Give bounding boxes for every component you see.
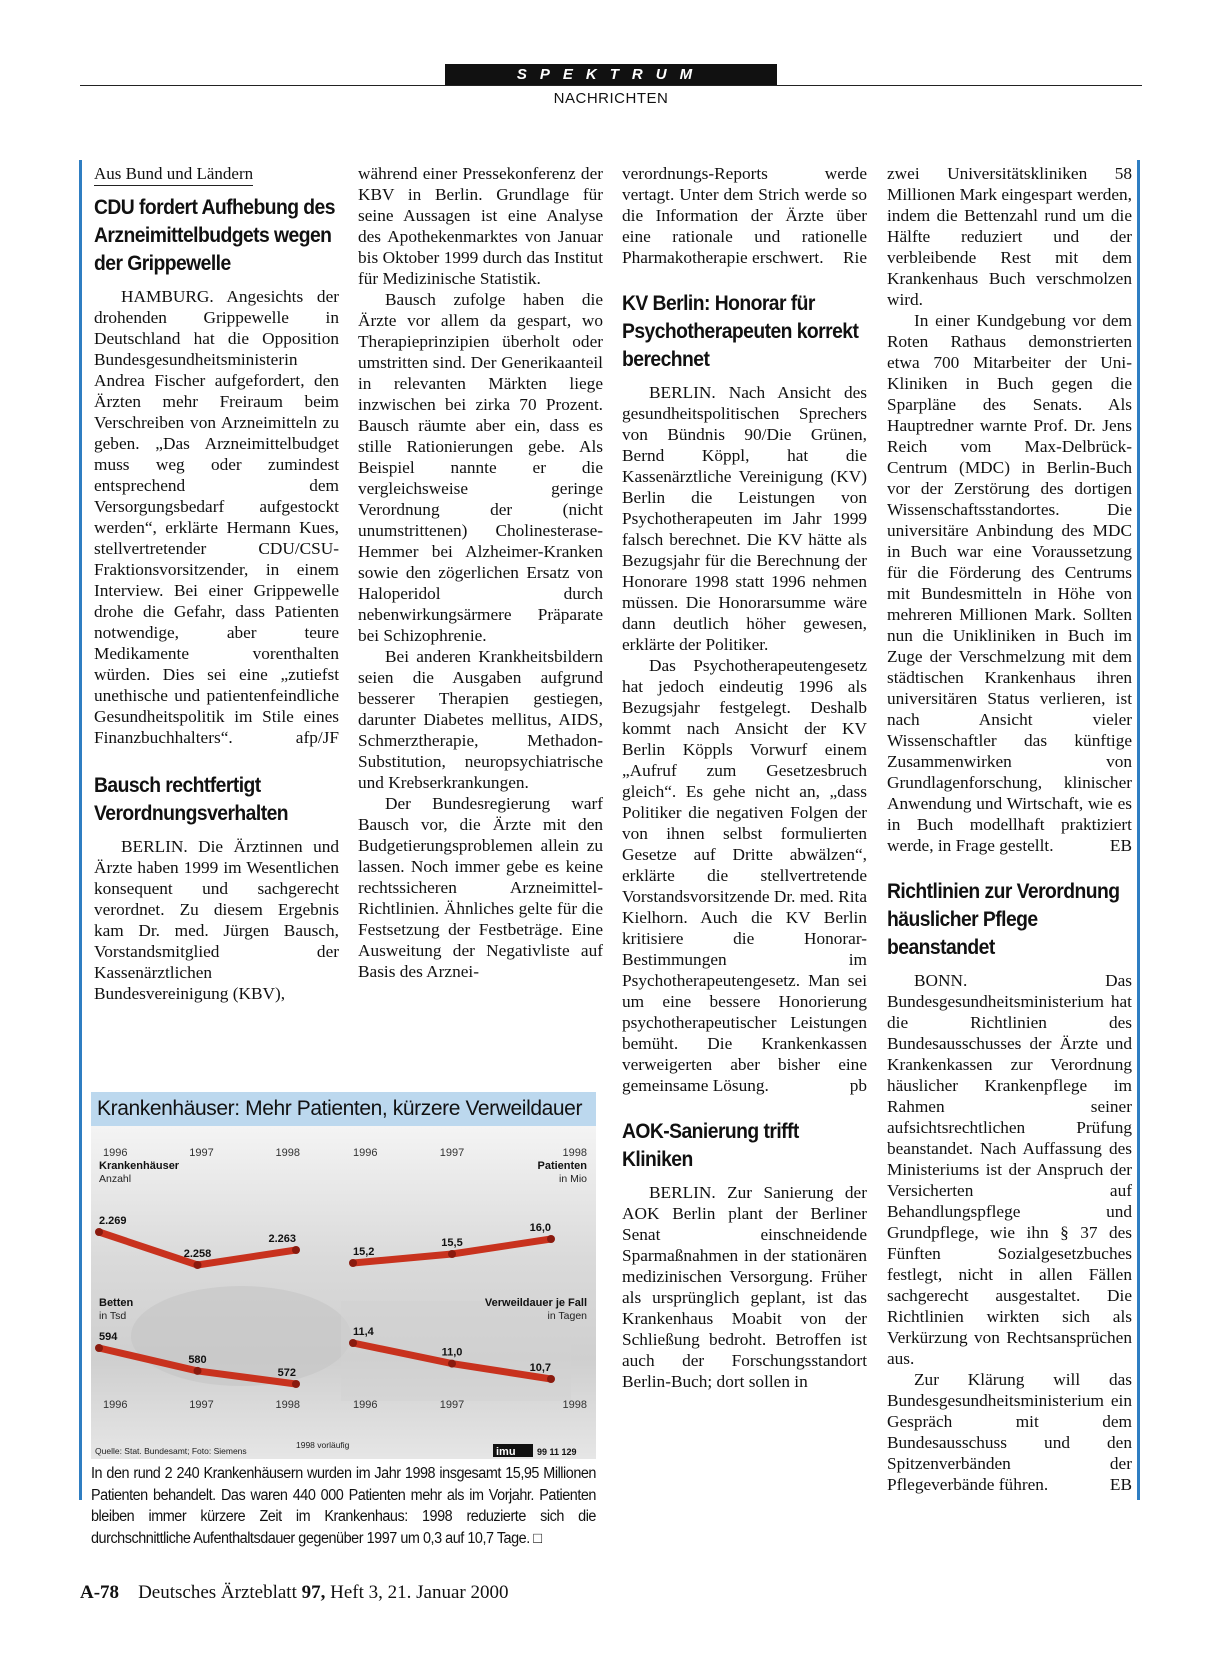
year-tick-label: 1996 — [103, 1147, 128, 1159]
page-footer — [80, 1582, 508, 1604]
year-tick-label: 1998 — [562, 1147, 587, 1159]
end-mark: □ — [533, 1529, 542, 1547]
year-tick-label: 1997 — [439, 1399, 465, 1411]
data-point — [349, 1339, 357, 1347]
chart-body — [91, 1126, 596, 1459]
rubric: Aus Bund und Ländern — [94, 163, 253, 186]
author-signature: afp/JF — [295, 728, 339, 747]
section-label: SPEKTRUM — [445, 64, 777, 85]
data-point — [547, 1235, 555, 1243]
author-signature: Rie — [843, 248, 867, 267]
journal-issue: Heft 3, 21. Januar 2000 — [330, 1582, 509, 1603]
article-paragraph: zwei Universitätskliniken 58 Millionen Mark eingespart werden, indem die Bettenzahl rund um die Hälfte reduziert und der verbleibende Rest mit dem Krankenhaus Buch verschmolzen wird. — [887, 164, 1132, 309]
article-paragraph: In einer Kundgebung vor dem Roten Rathaus demonstrierten etwa 700 Mitarbeiter der Uni-Kliniken in Buch gegen die Sparpläne des Senats. Als Hauptredner warnte Prof. Dr. Jens Reich vom Max-Delbrück-Centrum (MDC) in Berlin-Buch vor der Zerstörung des dortigen Wissenschaftsstandortes. Die universitäre Anbindung des MDC in Buch war eine Voraussetzung für die Förderung des Centrums mit Bundesmitteln in Höhe von mehreren Millionen Mark. Sollten nun die Unikliniken in Buch im Zuge der Verschmelzung mit dem städtischen Krankenhaus ihren universitären Status verlieren, ist nach Ansicht vieler Wissenschaftler das künftige Zusammenwirken von Grundlagenforschung, klinischer Anwendung und Wirtschaft, wie es in Buch modellhaft praktiziert werde, in Frage gestellt. EB — [887, 311, 1132, 855]
data-point — [448, 1360, 456, 1368]
journal-volume: 97, — [301, 1582, 326, 1603]
article-paragraph: während einer Pressekonferenz der KBV in Berlin. Grundlage für seine Aussagen ist eine Analyse des Apothekenmarktes von Januar bis Oktober 1999 durch das Institut für Medizinische Statistik. — [358, 164, 603, 288]
panel-label: Betten — [99, 1297, 134, 1309]
article-headline: KV Berlin: Honorar für Psychotherapeuten korrekt berechnet — [622, 292, 859, 371]
chart-note: 1998 vorläufig — [296, 1440, 350, 1450]
chart-svg — [91, 1126, 596, 1459]
data-label: 572 — [277, 1367, 296, 1379]
article-paragraph: BERLIN. Die Ärztinnen und Ärzte haben 1999 im Wesentlichen konsequent und sachgerecht verordnet. Zu diesem Ergebnis kam Dr. med. Jürgen Bausch, Vorstandsmitglied der Kassenärztlichen Bundesvereinigung (KBV), — [94, 837, 339, 1003]
right-rule — [1137, 160, 1140, 1500]
data-point — [95, 1228, 103, 1236]
article-paragraph: Bei anderen Krankheitsbildern seien die Ausgaben aufgrund besserer Therapien gestiegen, darunter Diabetes mellitus, AIDS, Schmerztherapie, Methadon-Substitution, neuropsychiatrische und Krebserkrankungen. — [358, 647, 603, 792]
data-label: 11,0 — [441, 1346, 463, 1359]
infographic — [91, 1092, 596, 1459]
article-paragraph: Das Psychotherapeutengesetz hat jedoch eindeutig 1996 als Bezugsjahr festgelegt. Deshalb kommt nach Ansicht der KV Berlin Köppls Vorwurf einem „Aufruf zum Gesetzesbruch gleich“. Es gehe nicht an, „dass Politiker die negativen Folgen der von ihnen selbst formulierten Gesetze auf Dritte abwälzen“, erklärte die stellvertretende Vorstandsvorsitzende Dr. med. Rita Kielhorn. Auch die KV Berlin kritisiere die Honorar-Bestimmungen im Psychotherapeutengesetz. Man sei um eine bessere Honorierung psychotherapeutischer Leistungen bemüht. Die Krankenkassen verweigerten aber bisher eine gemeinsame Lösung. pb — [622, 656, 867, 1095]
data-point — [292, 1380, 300, 1388]
article-headline: AOK-Sanierung trifft Kliniken — [622, 1120, 799, 1171]
photo-backdrop — [131, 1286, 351, 1386]
article-paragraph: Bausch zufolge haben die Ärzte vor allem da gespart, wo Therapieprinzipien überholt oder umstritten sind. Der Generikaanteil in relevanten Märkten liege inzwischen bei zirka 70 Prozent. Bausch räumte aber ein, dass es stille Rationierungen gebe. Als Beispiel nannte er die vergleichsweise geringe Verordnung der (nicht unumstrittenen) Cholinesterase-Hemmer bei Alzheimer-Kranken sowie den zögerlichen Ersatz von Haloperidol durch nebenwirkungsärmere Präparate bei Schizophrenie. — [358, 290, 603, 645]
article-paragraph: verordnungs-Reports werde vertagt. Unter dem Strich werde so die Information der Ärzte über eine rationale und rationelle Pharmakotherapie erschwert. Rie — [622, 164, 867, 267]
author-signature: pb — [849, 1076, 867, 1095]
journal-name: Deutsches Ärzteblatt — [138, 1582, 297, 1603]
author-signature: EB — [1109, 1475, 1132, 1494]
panel-label: Verweildauer je Fall — [484, 1297, 587, 1309]
data-label: 2.269 — [99, 1215, 127, 1227]
panel-unit: Anzahl — [99, 1173, 132, 1185]
year-tick-label: 1998 — [275, 1147, 300, 1159]
article-headline: Bausch rechtfertigt Verordnungsverhalten — [94, 774, 289, 825]
page-number: A-78 — [80, 1582, 120, 1603]
data-label: 580 — [188, 1353, 207, 1366]
data-label: 16,0 — [529, 1222, 551, 1234]
data-point — [194, 1367, 202, 1375]
header-rule — [80, 85, 1142, 86]
year-tick-label: 1996 — [353, 1147, 378, 1159]
year-tick-label: 1997 — [439, 1147, 465, 1159]
chart-source: Quelle: Stat. Bundesamt; Foto: Siemens — [95, 1446, 247, 1456]
data-label: 2.258 — [183, 1248, 212, 1260]
article-paragraph: Zur Klärung will das Bundesgesundheitsministerium ein Gespräch mit dem Bundesausschuss und den Spitzenverbänden der Pflegeverbände führen. EB — [887, 1370, 1132, 1494]
data-point — [547, 1375, 555, 1383]
chart-code: 99 11 129 — [537, 1447, 577, 1457]
column-2 — [358, 163, 603, 982]
data-label: 594 — [99, 1331, 118, 1343]
imu-logo: imu — [496, 1446, 516, 1458]
left-rule — [79, 160, 82, 1500]
data-label: 15,2 — [353, 1246, 375, 1258]
data-label: 11,4 — [353, 1326, 374, 1338]
author-signature: EB — [1109, 836, 1132, 855]
data-point — [95, 1344, 103, 1352]
article-headline: CDU fordert Aufhebung des Arzneimittelbudgets wegen der Grippewelle — [94, 196, 335, 275]
subsection-label: NACHRICHTEN — [553, 90, 669, 107]
data-label: 10,7 — [529, 1362, 551, 1374]
year-tick-label: 1996 — [103, 1399, 128, 1411]
article-paragraph: BONN. Das Bundesgesundheitsministerium hat die Richtlinien des Bundesausschusses der Ärzte und Krankenkassen zur Verordnung häuslicher Krankenpflege im Rahmen seiner aufsichtsrechtlichen Prüfung beanstandet. Nach Auffassung des Ministeriums ist der Anspruch der Versicherten auf Behandlungspflege und Grundpflege, wie ihn § 37 des Fünften Sozialgesetzbuches festlegt, nicht in allen Fällen sachgerecht ausgestaltet. Die Richtlinien wirkten sich als Verkürzung von Rechtsansprüchen aus. — [887, 971, 1132, 1368]
data-point — [448, 1250, 456, 1258]
chart-caption: In den rund 2 240 Krankenhäusern wurden im Jahr 1998 insgesamt 15,95 Millionen Patienten behandelt. Das waren 440 000 Patienten mehr als im Vorjahr. Patienten bleiben immer kürzere Zeit im Krankenhaus: 1998 reduzierte sich die durchschnittliche Aufenthaltsdauer gegenüber 1997 um 0,3 auf 10,7 Tage. □ — [91, 1465, 596, 1547]
column-4 — [887, 163, 1132, 1495]
year-tick-label: 1998 — [562, 1399, 587, 1411]
column-3 — [622, 163, 867, 1392]
data-label: 15,5 — [441, 1237, 463, 1249]
panel-unit: in Tagen — [547, 1310, 587, 1322]
year-tick-label: 1996 — [353, 1399, 378, 1411]
data-point — [349, 1259, 357, 1267]
article-paragraph: HAMBURG. Angesichts der drohenden Grippewelle in Deutschland hat die Opposition Bundesgesundheitsministerin Andrea Fischer aufgefordert, den Ärzten mehr Freiraum beim Verschreiben von Arzneimitteln zu geben. „Das Arzneimittelbudget muss weg oder zumindest entsprechend dem Versorgungsbedarf aufgestockt werden“, erklärte Hermann Kues, stellvertretender CDU/CSU-Fraktionsvorsitzender, in einem Interview. Bei einer Grippewelle drohe die Gefahr, dass Patienten notwendige, aber teure Medikamente vorenthalten würden. Dies sei eine „zutiefst unethische und patientenfeindliche Gesundheitspolitik im Stile eines Finanzbuchhalters“. afp/JF — [94, 287, 339, 747]
year-tick-label: 1997 — [189, 1147, 214, 1159]
data-label: 2.263 — [268, 1233, 296, 1245]
panel-label: Krankenhäuser — [99, 1160, 180, 1172]
panel-unit: in Mio — [558, 1173, 587, 1185]
year-tick-label: 1997 — [189, 1399, 214, 1411]
article-headline: Richtlinien zur Verordnung häuslicher Pflege beanstandet — [887, 880, 1120, 959]
panel-label: Patienten — [537, 1160, 587, 1172]
data-point — [292, 1246, 300, 1254]
column-1 — [94, 163, 339, 1004]
panel-unit: in Tsd — [99, 1310, 127, 1322]
article-paragraph: BERLIN. Zur Sanierung der AOK Berlin plant der Berliner Senat einschneidende Sparmaßnahmen in der stationären medizinischen Versorgung. Früher als ursprünglich geplant, ist das Krankenhaus Moabit von der Schließung bedroht. Betroffen ist auch der Forschungsstandort Berlin-Buch; dort sollen in — [622, 1183, 867, 1391]
data-point — [194, 1261, 202, 1269]
chart-title: Krankenhäuser: Mehr Patienten, kürzere Verweildauer — [91, 1092, 596, 1126]
article-paragraph: BERLIN. Nach Ansicht des gesundheitspolitischen Sprechers von Bündnis 90/Die Grünen, Bernd Köppl, hat die Kassenärztliche Vereinigung (KV) Berlin die Leistungen von Psychotherapeuten im Jahr 1999 falsch berechnet. Die KV hätte als Bezugsjahr für die Berechnung der Honorare 1998 statt 1996 nehmen müssen. Die Honorarsumme wäre dann deutlich höher gewesen, erklärte der Politiker. — [622, 383, 867, 654]
article-paragraph: Der Bundesregierung warf Bausch vor, die Ärzte mit den Budgetierungsproblemen allein zu lassen. Noch immer gebe es keine rechtssicheren Arzneimittel-Richtlinien. Ähnliches gelte für die Festsetzung der Festbeträge. Eine Ausweitung der Negativliste auf Basis des Arznei- — [358, 794, 603, 981]
year-tick-label: 1998 — [275, 1399, 300, 1411]
